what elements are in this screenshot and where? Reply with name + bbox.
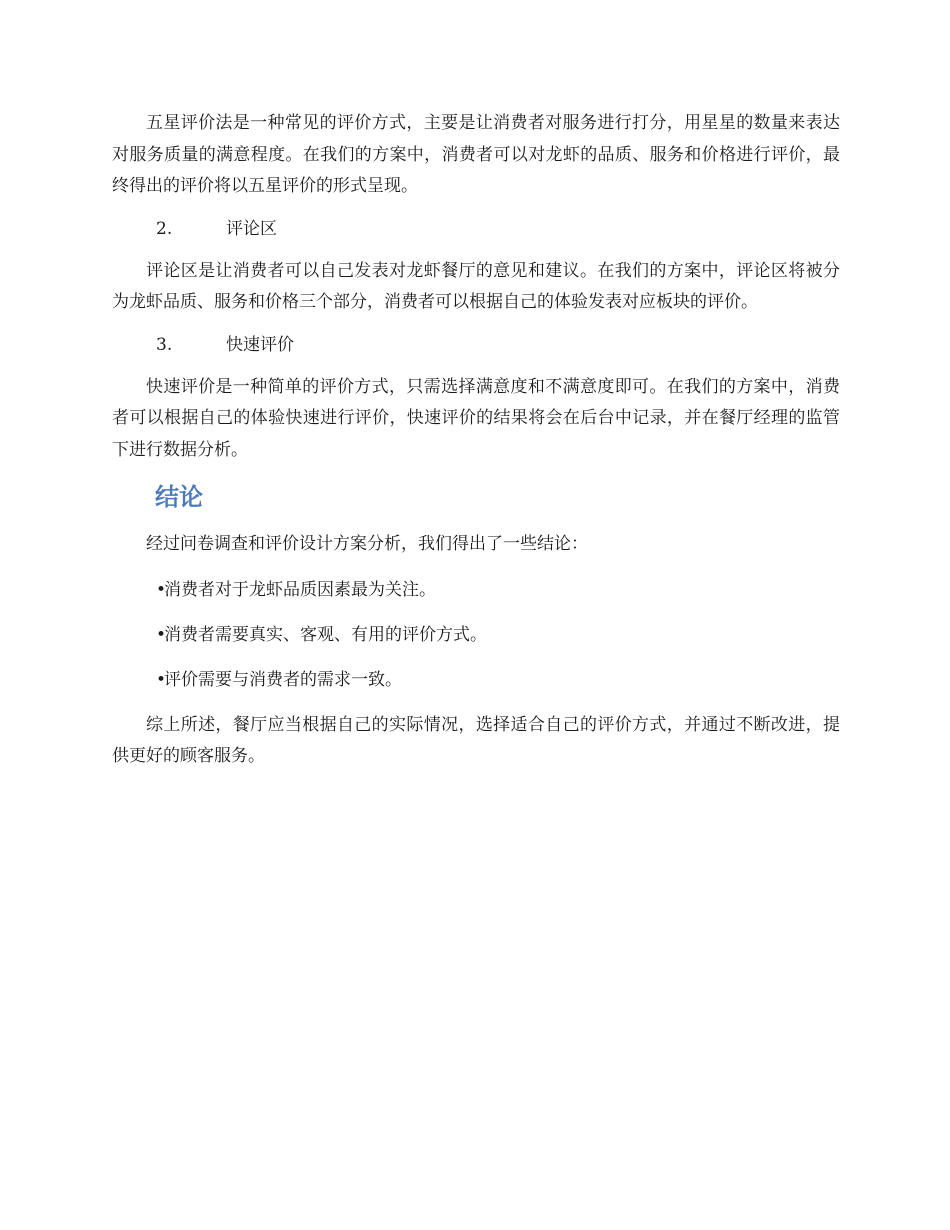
list-item-title: 快速评价 — [226, 334, 294, 355]
bullet-text: 消费者需要真实、客观、有用的评价方式。 — [164, 624, 487, 645]
conclusion-bullet — [112, 620, 840, 651]
bullet-dot: • — [156, 669, 167, 690]
conclusion-bullet — [112, 665, 840, 696]
star-rating-paragraph: 五星评价法是一种常见的评价方式，主要是让消费者对服务进行打分，用星星的数量来表达对服务质量的满意程度。在我们的方案中，消费者可以对龙虾的品质、服务和价格进行评价，最终得出的评价将以五星评价的形式呈现。 — [112, 113, 840, 196]
bullet-dot: • — [156, 579, 167, 600]
list-item-title: 评论区 — [226, 218, 277, 239]
conclusion-bullet — [112, 575, 840, 606]
list-item-number: 2. — [156, 218, 173, 239]
quick-rating-paragraph: 快速评价是一种简单的评价方式，只需选择满意度和不满意度即可。在我们的方案中，消费者可以根据自己的体验快速进行评价，快速评价的结果将会在后台中记录，并在餐厅经理的监管下进行数据分析。 — [112, 376, 840, 460]
document-page — [112, 108, 840, 773]
list-item-comments — [112, 214, 840, 245]
list-item-quick-rating — [112, 330, 840, 361]
list-item-number: 3. — [156, 334, 173, 355]
conclusion-intro: 经过问卷调查和评价设计方案分析，我们得出了一些结论： — [146, 534, 588, 554]
conclusion-heading: 结论 — [155, 483, 203, 511]
bullet-dot: • — [156, 624, 167, 645]
comments-paragraph: 评论区是让消费者可以自己发表对龙虾餐厅的意见和建议。在我们的方案中，评论区将被分为龙虾品质、服务和价格三个部分，消费者可以根据自己的体验发表对应板块的评价。 — [112, 260, 840, 312]
bullet-text: 评价需要与消费者的需求一致。 — [164, 669, 402, 690]
bullet-text: 消费者对于龙虾品质因素最为关注。 — [164, 579, 436, 600]
conclusion-closing: 综上所述，餐厅应当根据自己的实际情况，选择适合自己的评价方式，并通过不断改进，提供更好的顾客服务。 — [112, 714, 840, 766]
